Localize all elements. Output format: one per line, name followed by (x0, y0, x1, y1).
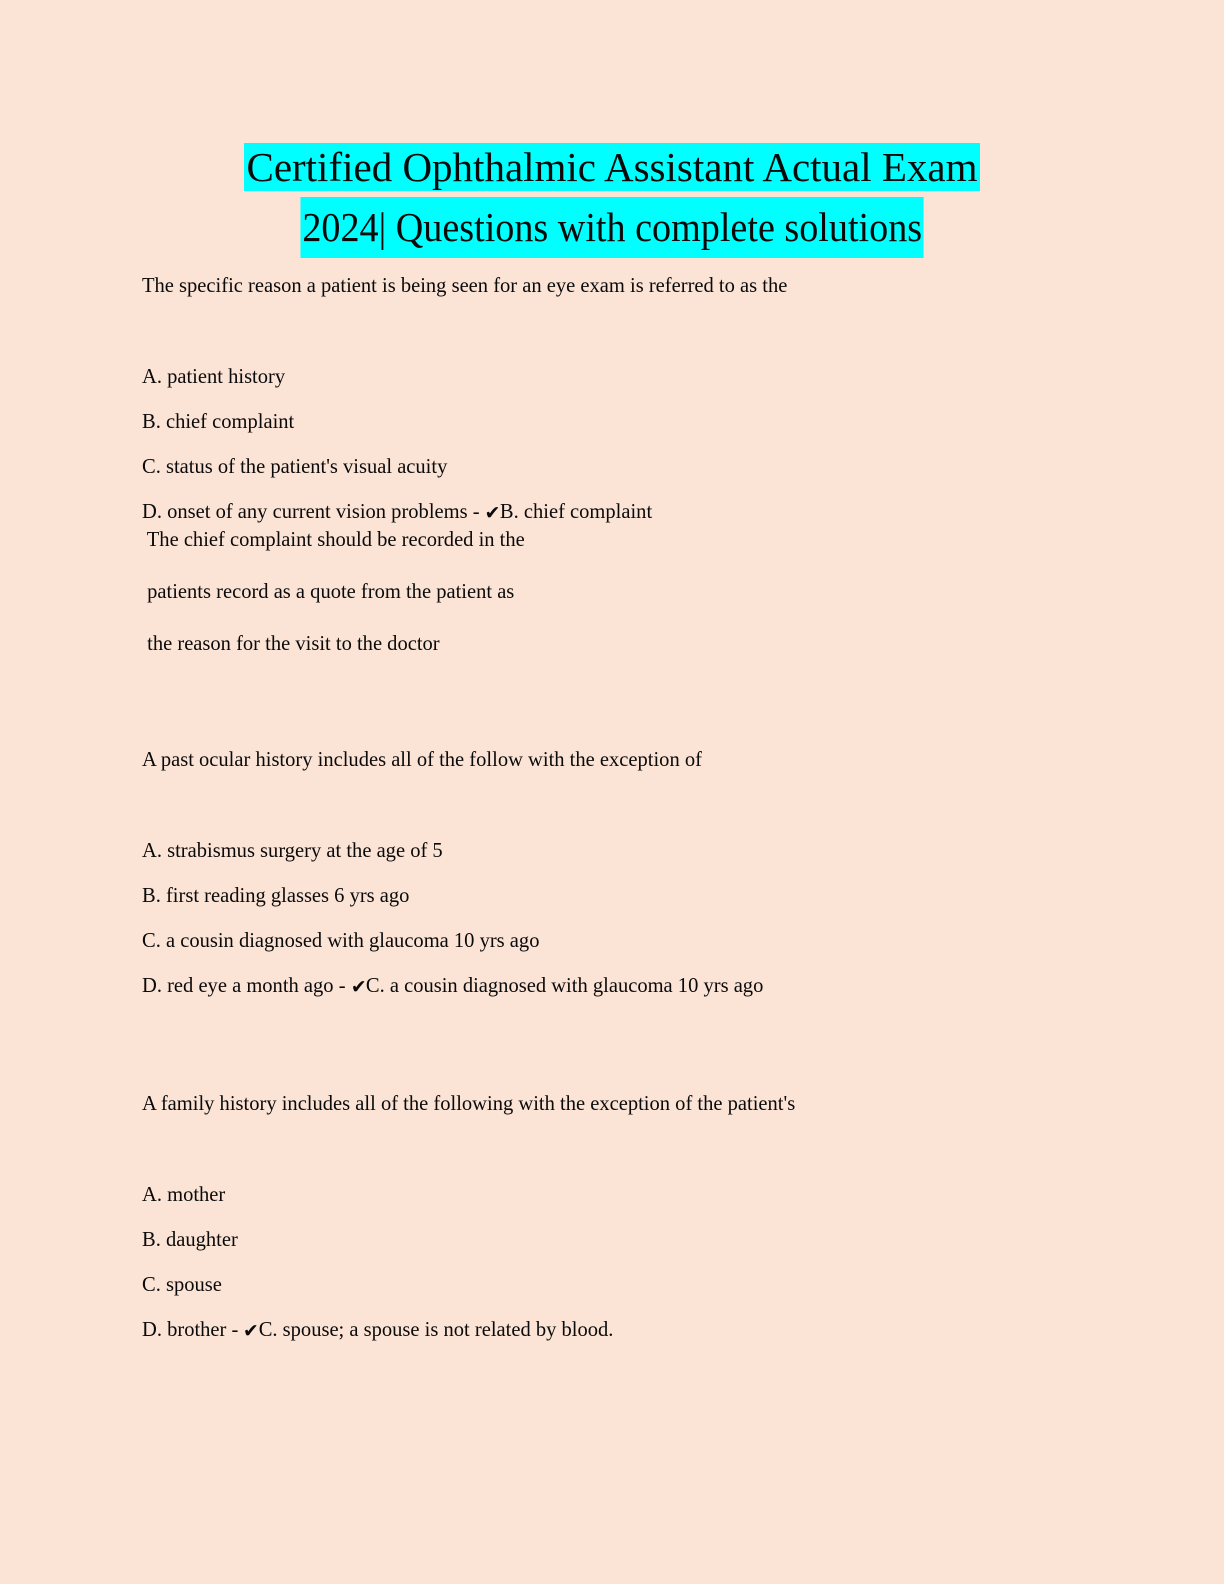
question-block-2 (142, 746, 1102, 1000)
explanation-line: patients record as a quote from the patient as (142, 579, 515, 603)
check-icon: ✔ (243, 1320, 259, 1342)
page-title-line-2: 2024| Questions with complete solutions (300, 197, 924, 258)
option-item-with-answer[interactable] (142, 1316, 1059, 1344)
explanation-line: the reason for the visit to the doctor (142, 631, 440, 655)
option-list (142, 363, 1102, 526)
option-item[interactable]: B. first reading glasses 6 yrs ago (142, 883, 410, 907)
option-item[interactable]: A. patient history (142, 364, 286, 388)
option-item[interactable]: C. spouse (142, 1272, 222, 1296)
document-body (142, 272, 1102, 1344)
option-item[interactable]: A. mother (142, 1182, 226, 1206)
page-title (142, 138, 1082, 258)
option-item[interactable]: C. a cousin diagnosed with glaucoma 10 yrs ago (142, 928, 540, 952)
explanation-line: The chief complaint should be recorded in the (142, 527, 525, 551)
answer-text: C. spouse; a spouse is not related by blood. (258, 1317, 614, 1341)
question-stem: A family history includes all of the following with the exception of the patient's (142, 1091, 796, 1115)
answer-text: B. chief complaint (499, 499, 653, 523)
option-list (142, 1181, 1102, 1344)
answer-text: C. a cousin diagnosed with glaucoma 10 yrs ago (365, 973, 764, 997)
option-item[interactable]: B. chief complaint (142, 409, 295, 433)
option-list (142, 837, 1102, 1000)
question-block-3 (142, 1090, 1102, 1344)
question-stem: A past ocular history includes all of the follow with the exception of (142, 747, 702, 771)
option-label: D. brother - (142, 1317, 244, 1341)
option-item[interactable]: A. strabismus surgery at the age of 5 (142, 838, 443, 862)
question-stem: The specific reason a patient is being seen for an eye exam is referred to as the (142, 273, 788, 297)
check-icon: ✔ (484, 502, 501, 524)
option-item-with-answer[interactable] (142, 972, 1059, 1000)
check-icon: ✔ (350, 976, 367, 998)
question-block-1 (142, 272, 1102, 656)
option-label: D. onset of any current vision problems - (142, 499, 485, 523)
option-item[interactable]: C. status of the patient's visual acuity (142, 454, 448, 478)
option-label: D. red eye a month ago - (142, 973, 351, 997)
page-title-line-1: Certified Ophthalmic Assistant Actual Exam (246, 144, 978, 190)
option-item-with-answer[interactable] (142, 498, 1059, 526)
option-item[interactable]: B. daughter (142, 1227, 238, 1251)
